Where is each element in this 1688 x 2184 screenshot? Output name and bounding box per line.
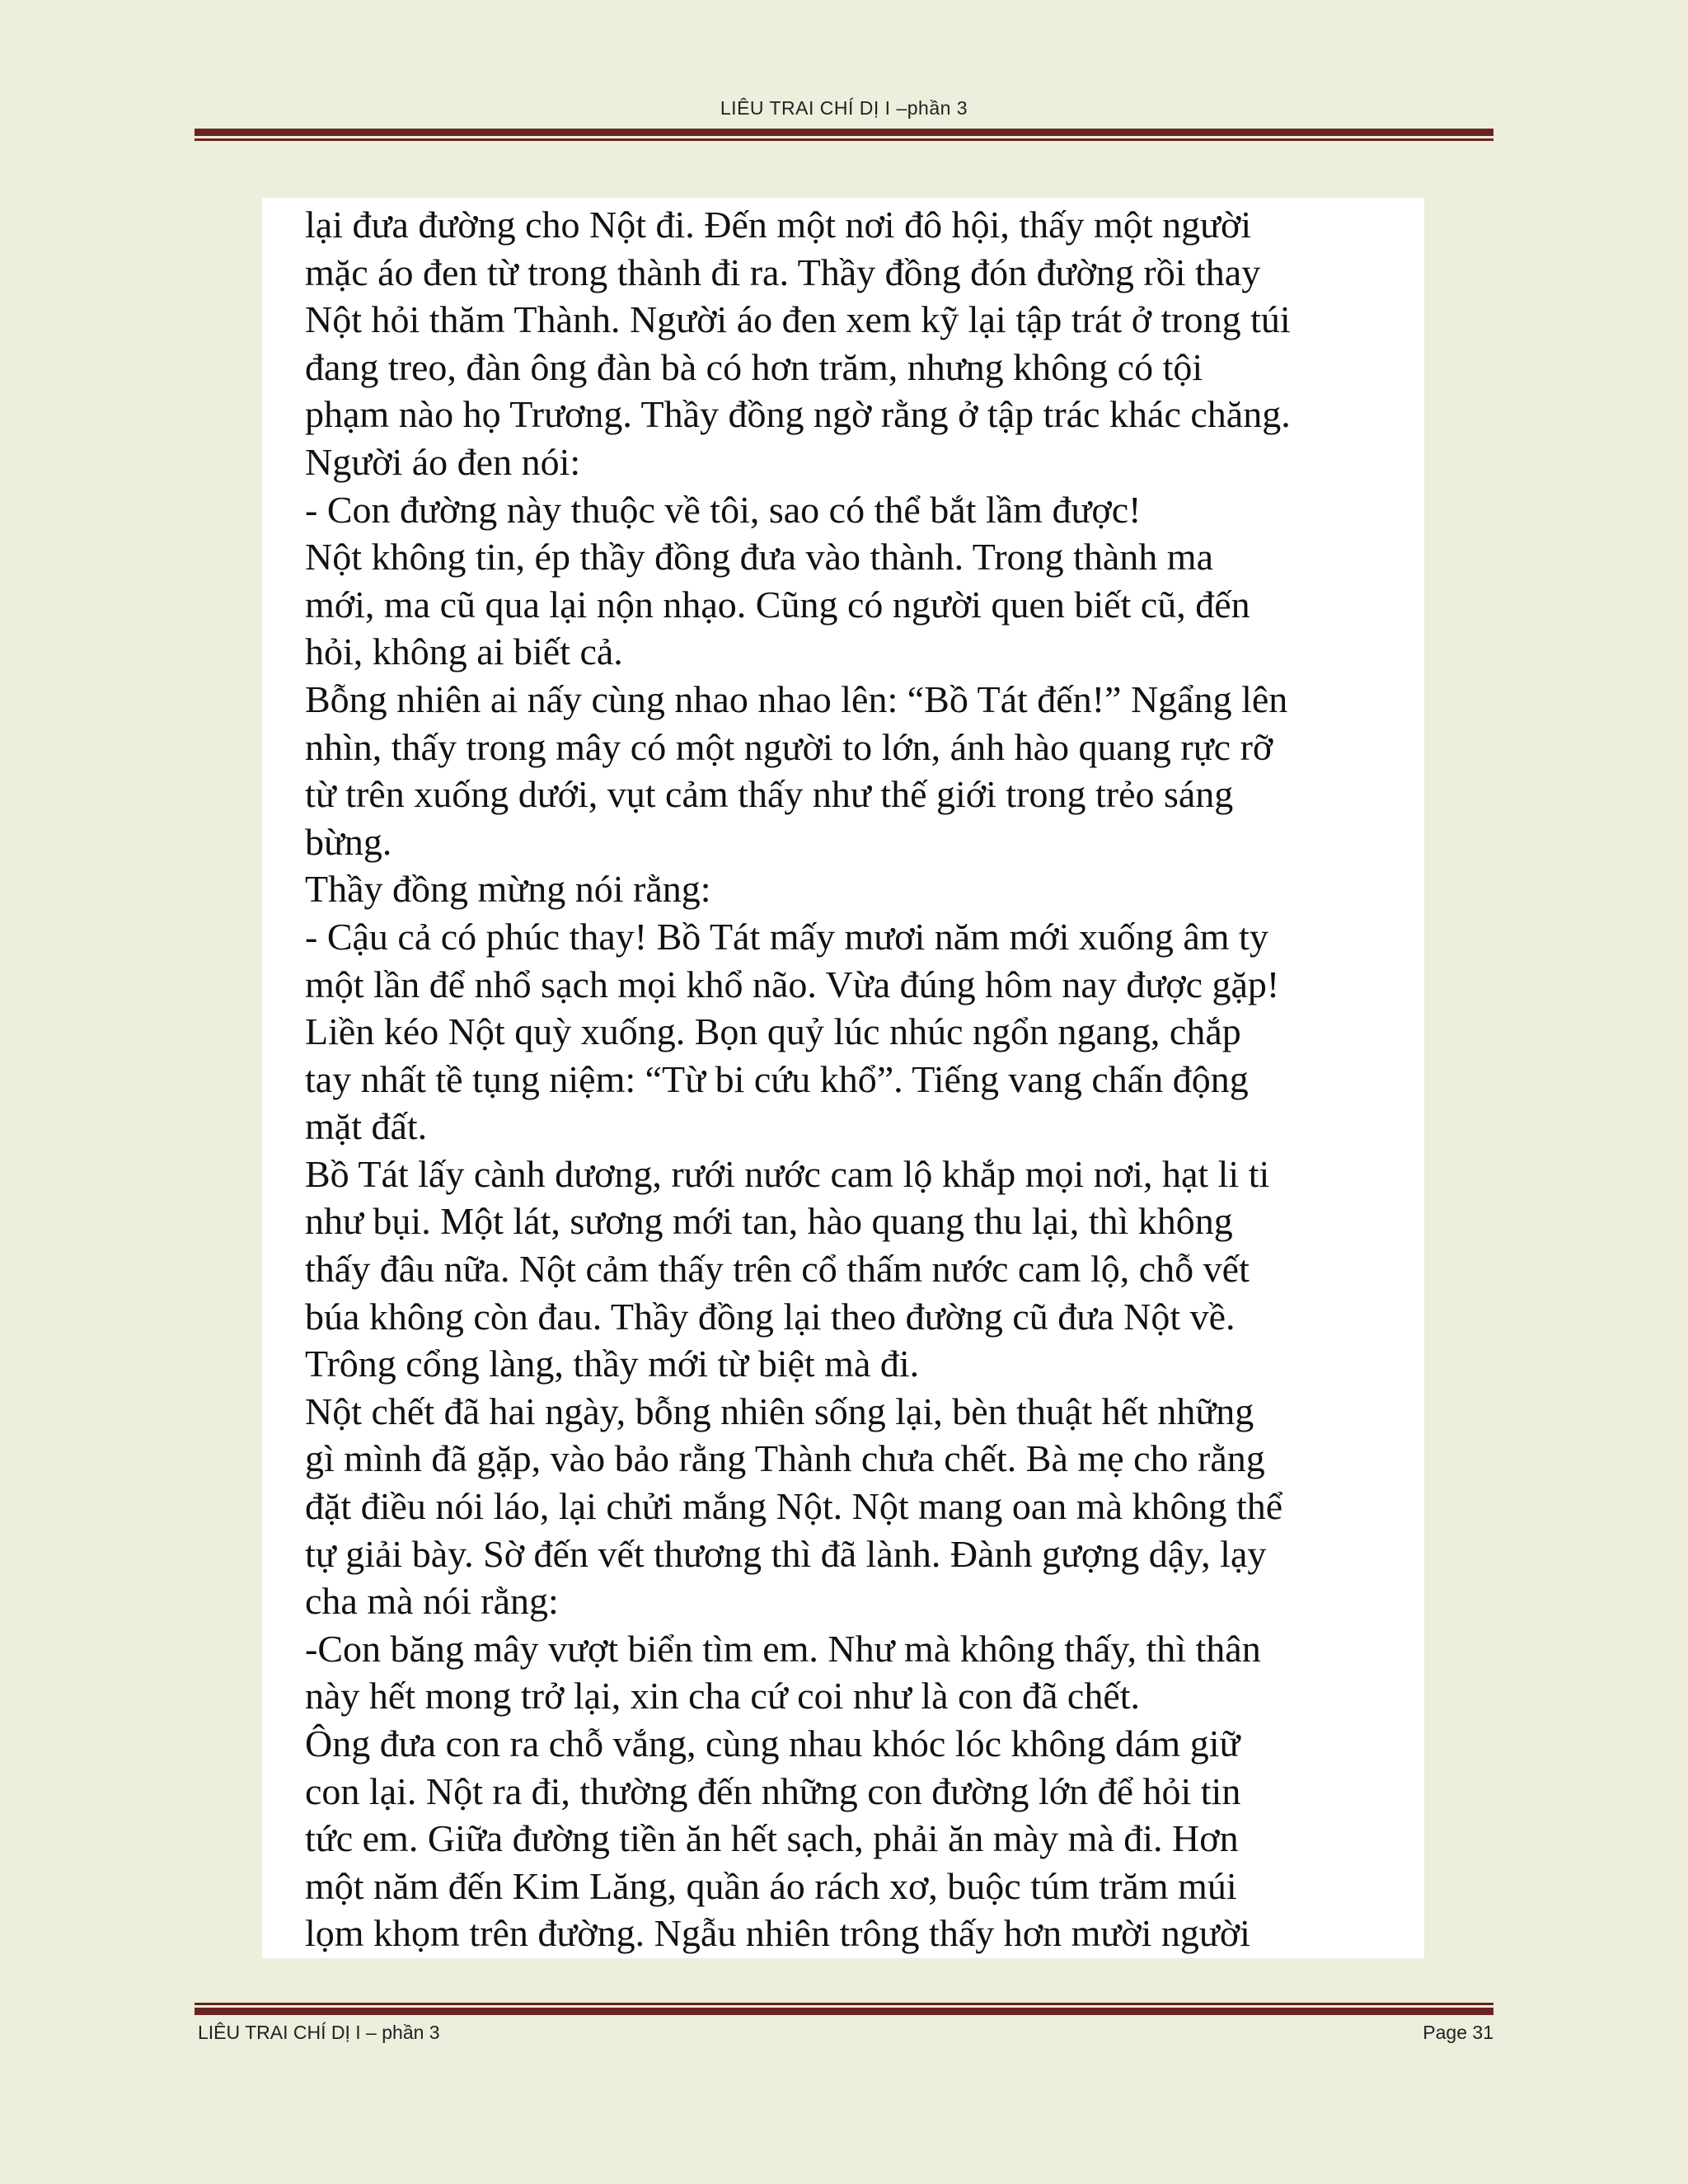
text-line: Thầy đồng mừng nói rằng:	[305, 868, 711, 911]
text-line: từ trên xuống dưới, vụt cảm thấy như thế giới trong trẻo sáng	[305, 773, 1234, 816]
text-line: mặc áo đen từ trong thành đi ra. Thầy đồng đón đường rồi thay	[305, 251, 1261, 293]
text-line: tự giải bày. Sờ đến vết thương thì đã lành. Đành gượng dậy, lạy	[305, 1532, 1267, 1575]
text-line: như bụi. Một lát, sương mới tan, hào quang thu lại, thì không	[305, 1200, 1233, 1243]
text-line: búa không còn đau. Thầy đồng lại theo đường cũ đưa Nột về.	[305, 1295, 1236, 1338]
header-divider	[195, 129, 1493, 141]
text-line: bừng.	[305, 820, 392, 863]
text-line: này hết mong trở lại, xin cha cứ coi như là con đã chết.	[305, 1675, 1141, 1718]
text-line: - Con đường này thuộc về tôi, sao có thể bắt lầm được!	[305, 488, 1142, 531]
text-line: một năm đến Kim Lăng, quần áo rách xơ, buộc túm trăm múi	[305, 1864, 1237, 1907]
text-line: Nột chết đã hai ngày, bỗng nhiên sống lại, bèn thuật hết những	[305, 1390, 1254, 1432]
text-line: thấy đâu nữa. Nột cảm thấy trên cổ thấm nước cam lộ, chỗ vết	[305, 1248, 1250, 1291]
text-line: nhìn, thấy trong mây có một người to lớn, ánh hào quang rực rỡ	[305, 725, 1273, 768]
text-line: con lại. Nột ra đi, thường đến những con đường lớn để hỏi tin	[305, 1769, 1241, 1812]
text-line: tức em. Giữa đường tiền ăn hết sạch, phải ăn mày mà đi. Hơn	[305, 1817, 1239, 1860]
text-line: Liền kéo Nột quỳ xuống. Bọn quỷ lúc nhúc ngổn ngang, chắp	[305, 1010, 1241, 1053]
text-line: Nột không tin, ép thầy đồng đưa vào thành. Trong thành ma	[305, 536, 1214, 579]
text-line: mặt đất.	[305, 1105, 428, 1148]
text-line: Nột hỏi thăm Thành. Người áo đen xem kỹ lại tập trát ở trong túi	[305, 298, 1291, 341]
text-line: Người áo đen nói:	[305, 440, 581, 483]
text-line: cha mà nói rằng:	[305, 1580, 559, 1623]
text-line: lại đưa đường cho Nột đi. Đến một nơi đô hội, thấy một người	[305, 204, 1252, 246]
body-text	[305, 198, 1419, 1957]
text-line: mới, ma cũ qua lại nộn nhạo. Cũng có người quen biết cũ, đến	[305, 583, 1250, 626]
text-line: đang treo, đàn ông đàn bà có hơn trăm, nhưng không có tội	[305, 345, 1203, 388]
text-line: tay nhất tề tụng niệm: “Từ bi cứu khổ”. Tiếng vang chấn động	[305, 1057, 1249, 1100]
footer-divider	[195, 2003, 1493, 2015]
text-line: phạm nào họ Trương. Thầy đồng ngờ rằng ở tập trác khác chăng.	[305, 393, 1291, 436]
text-line: Trông cổng làng, thầy mới từ biệt mà đi.	[305, 1343, 920, 1385]
text-line: -Con băng mây vượt biển tìm em. Như mà không thấy, thì thân	[305, 1627, 1261, 1670]
text-line: lọm khọm trên đường. Ngẫu nhiên trông thấy hơn mười người	[305, 1912, 1250, 1955]
text-line: - Cậu cả có phúc thay! Bồ Tát mấy mươi năm mới xuống âm ty	[305, 915, 1268, 958]
text-line: gì mình đã gặp, vào bảo rằng Thành chưa chết. Bà mẹ cho rằng	[305, 1437, 1265, 1480]
page-number: Page 31	[1423, 2022, 1493, 2043]
text-line: hỏi, không ai biết cả.	[305, 630, 623, 673]
text-line: Bồ Tát lấy cành dương, rưới nước cam lộ khắp mọi nơi, hạt li ti	[305, 1152, 1270, 1195]
header-title: LIÊU TRAI CHÍ DỊ I –phần 3	[720, 97, 968, 119]
footer-title: LIÊU TRAI CHÍ DỊ I – phần 3	[198, 2022, 440, 2043]
page-body	[262, 198, 1424, 1958]
text-line: đặt điều nói láo, lại chửi mắng Nột. Nột mang oan mà không thể	[305, 1485, 1283, 1528]
text-line: một lần để nhổ sạch mọi khổ não. Vừa đúng hôm nay được gặp!	[305, 963, 1280, 1005]
text-line: Bỗng nhiên ai nấy cùng nhao nhao lên: “Bồ Tát đến!” Ngẩng lên	[305, 677, 1288, 720]
text-line: Ông đưa con ra chỗ vắng, cùng nhau khóc lóc không dám giữ	[305, 1722, 1240, 1765]
